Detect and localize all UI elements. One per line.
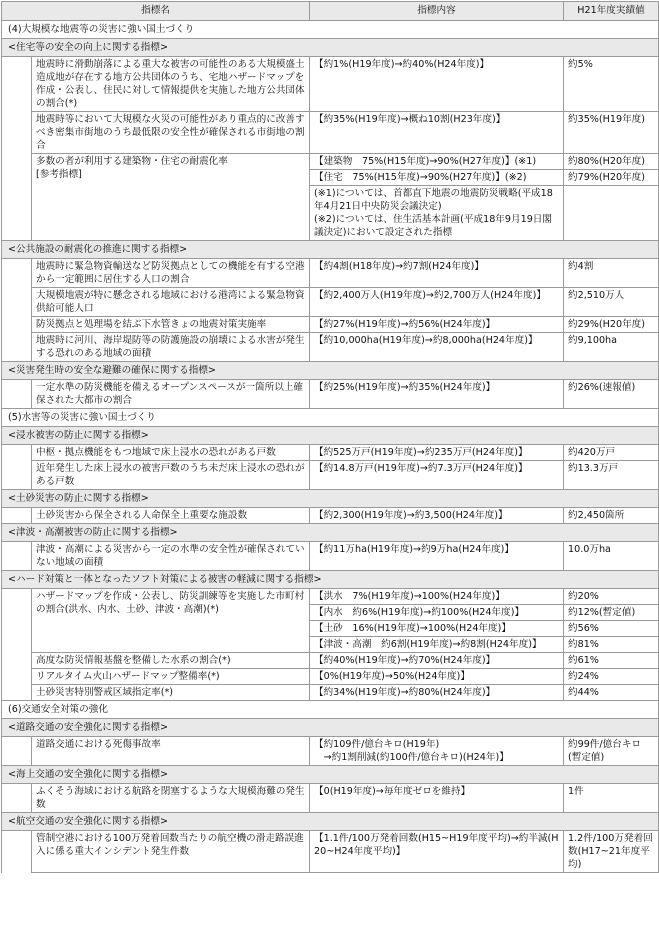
indicator-content: 【約40%(H19年度)→約70%(H24年度)】 bbox=[310, 653, 564, 669]
table-row bbox=[2, 784, 659, 813]
indicator-value: 約4割 bbox=[564, 259, 659, 288]
table-row bbox=[2, 669, 659, 685]
indicator-name: 一定水準の防災機能を備えるオープンスペースが一箇所以上確保された大都市の割合 bbox=[32, 380, 310, 409]
indicator-value: 1.2件/100万発着回数(H17~21年度平均) bbox=[564, 831, 659, 873]
indicator-name: 道路交通における死傷事故率 bbox=[32, 737, 310, 766]
indicator-name: 地震時に河川、海岸堤防等の防護施設の崩壊による水害が発生する恐れのある地域の面積 bbox=[32, 333, 310, 362]
indicator-content: 【0%(H19年度)→50%(H24年度)】 bbox=[310, 669, 564, 685]
category-title: <航空交通の安全強化に関する指標> bbox=[2, 813, 659, 831]
category-row bbox=[2, 524, 659, 542]
indicator-name: 大規模地震が特に懸念される地域における港湾による緊急物資供給可能人口 bbox=[32, 288, 310, 317]
indent-cell bbox=[2, 589, 32, 701]
category-row bbox=[2, 719, 659, 737]
indicator-content: 【約4割(H18年度)→約7割(H24年度)】 bbox=[310, 259, 564, 288]
indicator-name: ハザードマップを作成・公表し、防災訓練等を実施した市町村の割合(洪水、内水、土砂、津波・高潮)(*) bbox=[32, 589, 310, 653]
indicator-value: 約2,450箇所 bbox=[564, 508, 659, 524]
indicator-name: 地震時に滑動崩落による重大な被害の可能性のある大規模盛土造成地が存在する地方公共団体のうち、宅地ハザードマップを作成・公表し、住民に対して情報提供を実施した地方公共団体の割合(*) bbox=[32, 57, 310, 112]
category-title: <浸水被害の防止に関する指標> bbox=[2, 427, 659, 445]
indent-cell bbox=[2, 380, 32, 409]
category-title: <海上交通の安全強化に関する指標> bbox=[2, 766, 659, 784]
indicator-value: 約20% bbox=[564, 589, 659, 605]
table-row bbox=[2, 653, 659, 669]
indicator-value bbox=[564, 186, 659, 241]
category-row bbox=[2, 241, 659, 259]
indicator-content: 【約2,300(H19年度)→約3,500(H24年度)】 bbox=[310, 508, 564, 524]
indicator-name: 地震時等において大規模な火災の可能性があり重点的に改善すべき密集市街地のうち最低限の安全性が確保される市街地の割合 bbox=[32, 112, 310, 154]
category-row bbox=[2, 490, 659, 508]
indicator-value: 10.0万ha bbox=[564, 542, 659, 571]
table-row bbox=[2, 112, 659, 154]
table-row bbox=[2, 333, 659, 362]
indicator-content: (※1)については、首都直下地震の地震防災戦略(平成18年4月21日中央防災会議決定) (※2)については、住生活基本計画(平成18年9月19日閣議決定)において設定された指標 bbox=[310, 186, 564, 241]
indicator-content: 【約10,000ha(H19年度)→約8,000ha(H24年度)】 bbox=[310, 333, 564, 362]
indicator-content: 【1.1件/100万発着回数(H15~H19年度平均)→約半減(H20~H24年度平均)】 bbox=[310, 831, 564, 873]
category-row bbox=[2, 362, 659, 380]
header-indicator-content: 指標内容 bbox=[310, 2, 564, 21]
indicator-value: 約5% bbox=[564, 57, 659, 112]
category-title: <公共施設の耐震化の推進に関する指標> bbox=[2, 241, 659, 259]
category-row bbox=[2, 427, 659, 445]
indicator-content: 【約25%(H19年度)→約35%(H24年度)】 bbox=[310, 380, 564, 409]
indent-cell bbox=[2, 784, 32, 813]
table-row bbox=[2, 508, 659, 524]
indicator-content: 【約525万戸(H19年度)→約235万戸(H24年度)】 bbox=[310, 445, 564, 461]
table-row bbox=[2, 685, 659, 701]
category-title: <土砂災害の防止に関する指標> bbox=[2, 490, 659, 508]
indicator-value: 約9,100ha bbox=[564, 333, 659, 362]
indicator-name: 津波・高潮による災害から一定の水準の安全性が確保されていない地域の面積 bbox=[32, 542, 310, 571]
section-row bbox=[2, 409, 659, 427]
category-row bbox=[2, 813, 659, 831]
indent-cell bbox=[2, 542, 32, 571]
table-row bbox=[2, 737, 659, 766]
category-title: <道路交通の安全強化に関する指標> bbox=[2, 719, 659, 737]
category-row bbox=[2, 39, 659, 57]
table-row bbox=[2, 831, 659, 873]
table-row bbox=[2, 380, 659, 409]
table-row bbox=[2, 461, 659, 490]
indicator-value: 約99件/億台キロ(暫定値) bbox=[564, 737, 659, 766]
section-title: (4)大規模な地震等の災害に強い国土づくり bbox=[2, 21, 659, 39]
indicator-value: 約44% bbox=[564, 685, 659, 701]
indicator-value: 約24% bbox=[564, 669, 659, 685]
table-row bbox=[2, 259, 659, 288]
table-row bbox=[2, 154, 659, 170]
indicator-content: 【洪水 7%(H19年度)→100%(H24年度)】 bbox=[310, 589, 564, 605]
indicator-content: 【津波・高潮 約6割(H19年度)→約8割(H24年度)】 bbox=[310, 637, 564, 653]
indicator-name: 多数の者が利用する建築物・住宅の耐震化率 [参考指標] bbox=[32, 154, 310, 241]
indent-cell bbox=[2, 737, 32, 766]
indicator-value: 約29%(H20年度) bbox=[564, 317, 659, 333]
indicator-name: 防災拠点と処理場を結ぶ下水管きょの地震対策実施率 bbox=[32, 317, 310, 333]
indicator-content: 【建築物 75%(H15年度)→90%(H27年度)】(※1) bbox=[310, 154, 564, 170]
indicator-content: 【約11万ha(H19年度)→約9万ha(H24年度)】 bbox=[310, 542, 564, 571]
indicator-content: 【0(H19年度)→毎年度ゼロを維持】 bbox=[310, 784, 564, 813]
table-row bbox=[2, 445, 659, 461]
indicator-value: 約56% bbox=[564, 621, 659, 637]
indicator-table bbox=[1, 1, 659, 873]
indicator-value: 約35%(H19年度) bbox=[564, 112, 659, 154]
indent-cell bbox=[2, 508, 32, 524]
section-row bbox=[2, 701, 659, 719]
indicator-value: 約12%(暫定値) bbox=[564, 605, 659, 621]
indicator-value: 約26%(速報値) bbox=[564, 380, 659, 409]
indicator-content: 【土砂 16%(H19年度)→100%(H24年度)】 bbox=[310, 621, 564, 637]
indicator-content: 【約34%(H19年度)→約80%(H24年度)】 bbox=[310, 685, 564, 701]
indicator-content: 【住宅 75%(H15年度)→90%(H27年度)】(※2) bbox=[310, 170, 564, 186]
indicator-name: 土砂災害特別警戒区域指定率(*) bbox=[32, 685, 310, 701]
indicator-content: 【約27%(H19年度)→約56%(H24年度)】 bbox=[310, 317, 564, 333]
category-title: <ハード対策と一体となったソフト対策による被害の軽減に関する指標> bbox=[2, 571, 659, 589]
header-h21-result: H21年度実績値 bbox=[564, 2, 659, 21]
table-row bbox=[2, 288, 659, 317]
indicator-content: 【約1%(H19年度)→約40%(H24年度)】 bbox=[310, 57, 564, 112]
indicator-content: 【約109件/億台キロ(H19年) →約1割削減(約100件/億台キロ)(H24年)】 bbox=[310, 737, 564, 766]
category-title: <住宅等の安全の向上に関する指標> bbox=[2, 39, 659, 57]
table-row bbox=[2, 317, 659, 333]
category-row bbox=[2, 766, 659, 784]
section-row bbox=[2, 21, 659, 39]
category-row bbox=[2, 571, 659, 589]
indicator-content: 【約35%(H19年度)→概ね10割(H23年度)】 bbox=[310, 112, 564, 154]
header-row bbox=[2, 2, 659, 21]
indicator-name: 管制空港における100万発着回数当たりの航空機の滑走路誤進入に係る重大インシデント発生件数 bbox=[32, 831, 310, 873]
indicator-name: ふくそう海域における航路を閉塞するような大規模海難の発生数 bbox=[32, 784, 310, 813]
indicator-name: 近年発生した床上浸水の被害戸数のうち未だ床上浸水の恐れがある戸数 bbox=[32, 461, 310, 490]
category-title: <津波・高潮被害の防止に関する指標> bbox=[2, 524, 659, 542]
table-row bbox=[2, 542, 659, 571]
indent-cell bbox=[2, 57, 32, 241]
header-indicator-name: 指標名 bbox=[2, 2, 310, 21]
indicator-value: 約2,510万人 bbox=[564, 288, 659, 317]
section-title: (5)水害等の災害に強い国土づくり bbox=[2, 409, 659, 427]
indent-cell bbox=[2, 445, 32, 490]
section-title: (6)交通安全対策の強化 bbox=[2, 701, 659, 719]
indicator-content: 【約14.8万戸(H19年度)→約7.3万戸(H24年度)】 bbox=[310, 461, 564, 490]
indicator-value: 約81% bbox=[564, 637, 659, 653]
indicator-value: 約61% bbox=[564, 653, 659, 669]
table-row bbox=[2, 589, 659, 605]
table-row bbox=[2, 57, 659, 112]
indicator-content: 【約2,400万人(H19年度)→約2,700万人(H24年度)】 bbox=[310, 288, 564, 317]
indicator-name: 高度な防災情報基盤を整備した水系の割合(*) bbox=[32, 653, 310, 669]
indicator-value: 1件 bbox=[564, 784, 659, 813]
indent-cell bbox=[2, 831, 32, 873]
indicator-value: 約420万戸 bbox=[564, 445, 659, 461]
indicator-name: 中枢・拠点機能をもつ地域で床上浸水の恐れがある戸数 bbox=[32, 445, 310, 461]
category-title: <災害発生時の安全な避難の確保に関する指標> bbox=[2, 362, 659, 380]
indicator-name: リアルタイム火山ハザードマップ整備率(*) bbox=[32, 669, 310, 685]
indicator-name: 土砂災害から保全される人命保全上重要な施設数 bbox=[32, 508, 310, 524]
indicator-value: 約79%(H20年度) bbox=[564, 170, 659, 186]
indent-cell bbox=[2, 259, 32, 362]
indicator-name: 地震時に緊急物資輸送など防災拠点としての機能を有する空港から一定範囲に居住する人口の割合 bbox=[32, 259, 310, 288]
indicator-content: 【内水 約6%(H19年度)→約100%(H24年度)】 bbox=[310, 605, 564, 621]
indicator-value: 約80%(H20年度) bbox=[564, 154, 659, 170]
indicator-value: 約13.3万戸 bbox=[564, 461, 659, 490]
table-body bbox=[2, 21, 659, 873]
